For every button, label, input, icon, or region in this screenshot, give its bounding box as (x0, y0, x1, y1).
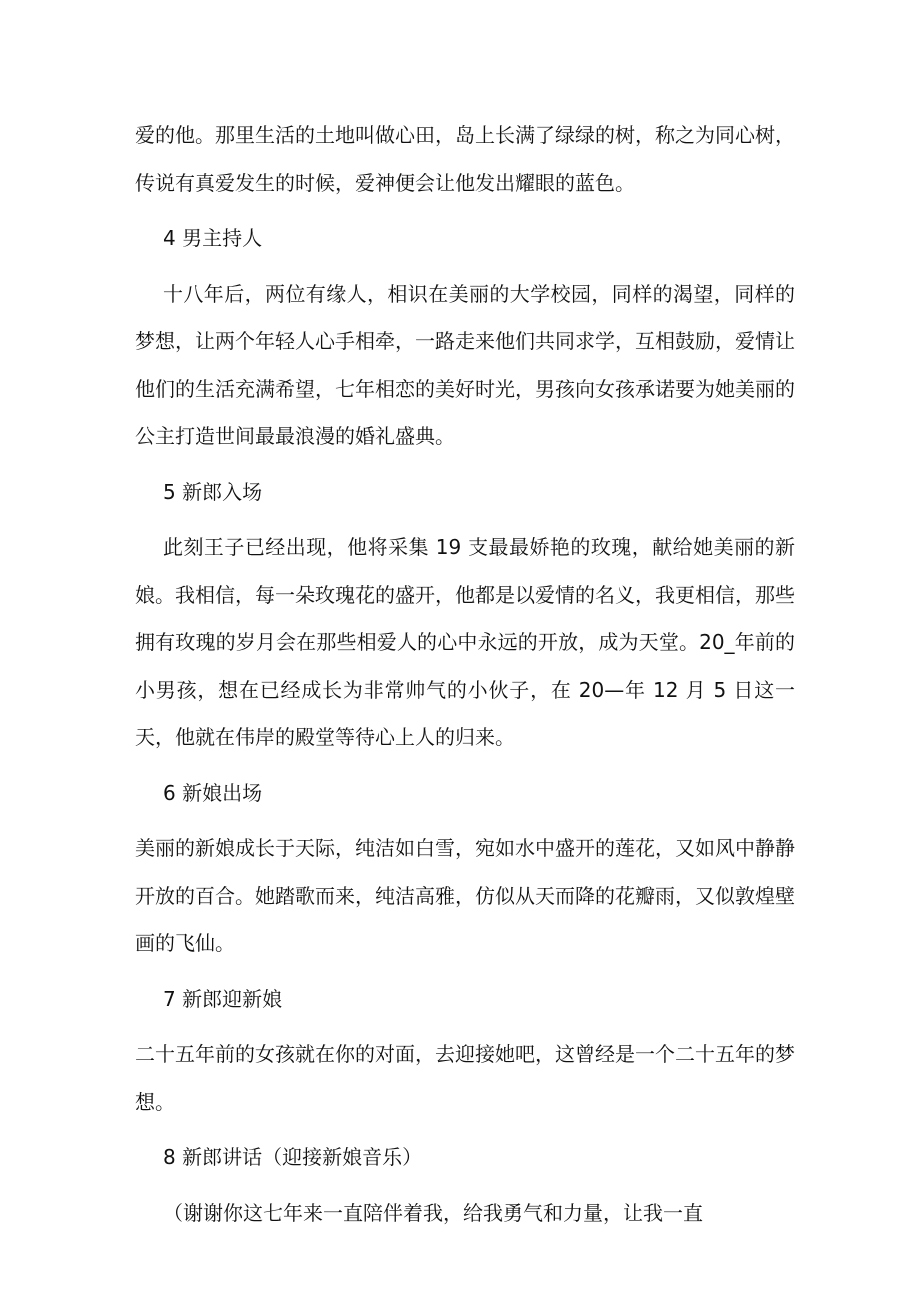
section-heading-8: 8 新郎讲话（迎接新娘音乐） (163, 1145, 423, 1169)
section-heading-7: 7 新郎迎新娘 (163, 986, 283, 1011)
paragraph-section-6: 美丽的新娘成长于天际，纯洁如白雪，宛如水中盛开的莲花，又如风中静静开放的百合。她踏歌而来，纯洁高雅，仿似从天而降的花瓣雨，又似敦煌壁画的飞仙。 (135, 836, 795, 955)
section-heading-5: 5 新郎入场 (163, 479, 263, 504)
paragraph-section-7: 二十五年前的女孩就在你的对面，去迎接她吧，这曾经是一个二十五年的梦想。 (135, 1042, 795, 1114)
section-heading-4: 4 男主持人 (163, 226, 263, 250)
paragraph-section-4: 十八年后，两位有缘人，相识在美丽的大学校园，同样的渴望，同样的梦想，让两个年轻人心手相牵，一路走来他们共同求学，互相鼓励，爱情让他们的生活充满希望，七年相恋的美好时光，男孩向女孩承诺要为她美丽的公主打造世间最最浪漫的婚礼盛典。 (135, 281, 795, 448)
paragraph-section-8: （谢谢你这七年来一直陪伴着我，给我勇气和力量，让我一直 (163, 1200, 703, 1225)
paragraph-intro-continued: 爱的他。那里生活的土地叫做心田，岛上长满了绿绿的树，称之为同心树，传说有真爱发生的时候，爱神便会让他发出耀眼的蓝色。 (135, 123, 795, 195)
section-heading-6: 6 新娘出场 (163, 780, 263, 805)
document-body (135, 112, 795, 1237)
paragraph-section-5: 此刻王子已经出现，他将采集 19 支最最娇艳的玫瑰，献给她美丽的新娘。我相信，每一朵玫瑰花的盛开，他都是以爱情的名义，我更相信，那些拥有玫瑰的岁月会在那些相爱人的心中永远的开放，成为天堂。20_年前的小男孩，想在已经成长为非常帅气的小伙子，在 20—年 12 月 5 日这一天，他就在伟岸的殿堂等待心上人的归来。 (135, 535, 795, 749)
